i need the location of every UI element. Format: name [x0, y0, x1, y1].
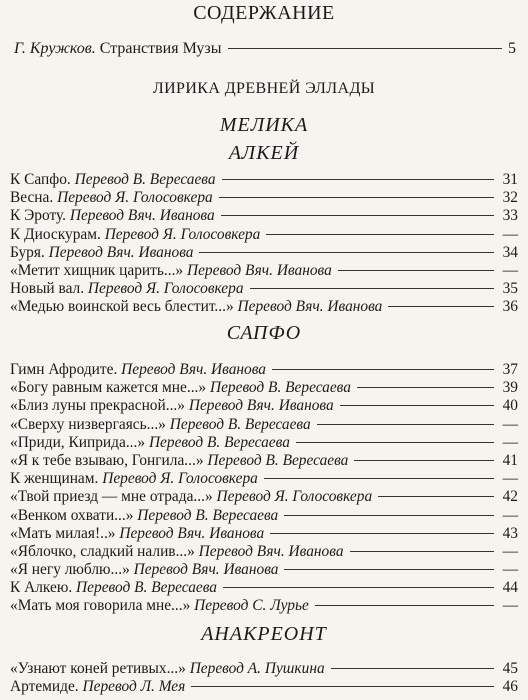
entry-page: 44	[502, 579, 518, 597]
entry-title: «Медью воинской весь блестит...»	[10, 298, 234, 316]
leader-line	[272, 369, 494, 370]
entry-title: Буря.	[10, 243, 45, 261]
entry-title: «Яблочко, сладкий налив...»	[10, 542, 195, 560]
entry-translator: Перевод В. Вересаева	[209, 379, 351, 397]
entry-page: —	[502, 225, 518, 243]
entry-translator: Перевод Я. Голосовкера	[87, 280, 244, 298]
entry-translator: Перевод Я. Голосовкера	[102, 470, 258, 488]
toc-entry	[10, 579, 518, 597]
entry-title: Новый вал.	[10, 280, 85, 298]
leader-line	[350, 551, 494, 552]
entry-page: 37	[502, 361, 518, 378]
toc-entry	[10, 298, 518, 316]
leader-line	[378, 496, 494, 497]
toc-entry	[10, 434, 518, 452]
entry-title: «Узнают коней ретивых...»	[10, 660, 186, 677]
entry-page: 31	[502, 171, 518, 188]
category-heading: МЕЛИКА	[219, 114, 309, 136]
leader-line	[315, 605, 494, 606]
entry-title: К Алкею.	[10, 579, 73, 597]
poet-heading-alkey: АЛКЕЙ	[228, 142, 300, 164]
entry-page: —	[502, 506, 518, 524]
entry-page: 36	[502, 298, 518, 316]
entry-translator: Перевод Вяч. Иванова	[188, 397, 334, 415]
entry-page: —	[502, 415, 518, 433]
entry-title: «Метит хищник царить...»	[10, 261, 184, 279]
toc-entry	[10, 280, 518, 298]
poet-heading-anakreont: АНАКРЕОНТ	[201, 623, 327, 645]
entry-page: —	[502, 597, 518, 615]
leader-line	[338, 270, 494, 271]
leader-line	[219, 197, 494, 198]
toc-entry	[10, 543, 518, 561]
entry-title: К Сапфо.	[10, 171, 71, 188]
leader-line	[228, 48, 503, 49]
toc-entry	[10, 488, 518, 506]
intro-title: Странствия Музы	[99, 40, 222, 57]
leader-line	[340, 405, 494, 406]
entry-title: «Богу равным кажется мне...»	[10, 379, 207, 397]
entry-page: —	[502, 261, 518, 279]
entry-translator: Перевод Вяч. Иванова	[133, 561, 279, 579]
leader-line	[270, 533, 494, 534]
entry-translator: Перевод Вяч. Иванова	[198, 542, 344, 560]
entry-title: К женщинам.	[10, 470, 99, 488]
entry-title: «Мать милая!..»	[10, 524, 116, 542]
toc-entry	[10, 678, 518, 696]
entry-title: Гимн Афродите.	[10, 361, 118, 378]
entry-translator: Перевод Вяч. Иванова	[119, 524, 265, 542]
leader-line	[296, 442, 494, 443]
entry-page: —	[502, 542, 518, 560]
leader-line	[264, 478, 494, 479]
entry-translator: Перевод В. Вересаева	[207, 451, 349, 469]
toc-entry	[10, 262, 518, 280]
toc-entry	[10, 452, 518, 470]
entry-translator: Перевод В. Вересаева	[137, 506, 279, 524]
entry-translator: Перевод С. Лурье	[194, 597, 309, 615]
leader-line	[223, 587, 494, 588]
entry-title: Артемиде.	[10, 678, 79, 696]
leader-line	[191, 686, 494, 687]
entry-page: 34	[502, 243, 518, 261]
entry-translator: Перевод В. Вересаева	[148, 433, 290, 451]
entry-page: 32	[502, 189, 518, 207]
entry-translator: Перевод Вяч. Иванова	[237, 298, 383, 316]
entry-translator: Перевод В. Вересаева	[169, 415, 311, 433]
entry-title: К Диоскурам.	[10, 225, 101, 243]
leader-line	[331, 668, 494, 669]
toc-entry	[10, 226, 518, 244]
intro-page: 5	[508, 40, 516, 57]
entry-page: —	[502, 470, 518, 488]
leader-line	[354, 460, 494, 461]
entry-translator: Перевод А. Пушкина	[189, 660, 325, 677]
entry-page: 42	[502, 488, 518, 506]
entry-translator: Перевод Вяч. Иванова	[186, 261, 332, 279]
toc-entry	[10, 597, 518, 615]
leader-line	[317, 424, 494, 425]
entry-title: «Сверху низвергаясь...»	[10, 415, 166, 433]
leader-line	[222, 179, 494, 180]
entry-page: 40	[502, 397, 518, 415]
entry-page: 39	[502, 379, 518, 397]
entry-page: —	[502, 561, 518, 579]
poet-heading-sappho: САПФО	[226, 322, 302, 344]
entry-translator: Перевод Вяч. Иванова	[69, 207, 215, 225]
toc-entry	[10, 171, 518, 189]
entry-translator: Перевод Я. Голосовкера	[216, 488, 373, 506]
entry-translator: Перевод Я. Голосовкера	[104, 225, 261, 243]
leader-line	[199, 252, 494, 253]
toc-entry	[10, 244, 518, 262]
entry-translator: Перевод Л. Мея	[82, 678, 186, 696]
entry-translator: Перевод В. Вересаева	[76, 579, 218, 597]
page-title: СОДЕРЖАНИЕ	[193, 2, 335, 24]
entry-title: «Приди, Киприда...»	[10, 433, 146, 451]
leader-line	[221, 215, 494, 216]
toc-entry	[10, 660, 518, 678]
toc-entry	[10, 379, 518, 397]
toc-entry	[10, 207, 518, 225]
entry-page: 33	[502, 207, 518, 225]
leader-line	[357, 387, 494, 388]
entry-translator: Перевод Я. Голосовкера	[57, 189, 213, 207]
toc-entry	[10, 189, 518, 207]
entries-anakreont	[10, 660, 518, 696]
entry-page: 43	[502, 524, 518, 542]
leader-line	[266, 234, 494, 235]
entry-title: «Близ луны прекрасной...»	[10, 397, 185, 415]
entries-sappho	[10, 361, 518, 616]
leader-line	[284, 569, 494, 570]
toc-entry	[10, 361, 518, 379]
toc-entry	[10, 525, 518, 543]
entry-page: 41	[502, 451, 518, 469]
entry-page: 46	[502, 678, 518, 696]
leader-line	[250, 288, 494, 289]
toc-entry	[10, 561, 518, 579]
entries-alkey	[10, 171, 518, 317]
intro-author: Г. Кружков.	[14, 40, 96, 57]
entry-translator: Перевод Вяч. Иванова	[121, 361, 266, 378]
entry-title: «Я к тебе взываю, Гонгила...»	[10, 451, 204, 469]
toc-entry	[10, 397, 518, 415]
intro-entry	[14, 40, 516, 58]
entry-title: К Эроту.	[10, 207, 66, 225]
entry-title: «Венком охвати...»	[10, 506, 134, 524]
entry-translator: Перевод В. Вересаева	[74, 171, 216, 188]
toc-entry	[10, 470, 518, 488]
entry-title: «Мать моя говорила мне...»	[10, 597, 191, 615]
entry-page: —	[502, 433, 518, 451]
entry-title: «Твой приезд — мне отрада...»	[10, 488, 213, 506]
entry-translator: Перевод Вяч. Иванова	[48, 243, 194, 261]
entry-page: 35	[502, 280, 518, 298]
entry-page: 45	[502, 660, 518, 677]
entry-title: «Я негу люблю...»	[10, 561, 130, 579]
section-heading: ЛИРИКА ДРЕВНЕЙ ЭЛЛАДЫ	[152, 80, 376, 97]
leader-line	[388, 306, 494, 307]
toc-entry	[10, 507, 518, 525]
toc-entry	[10, 416, 518, 434]
leader-line	[284, 515, 494, 516]
entry-title: Весна.	[10, 189, 54, 207]
